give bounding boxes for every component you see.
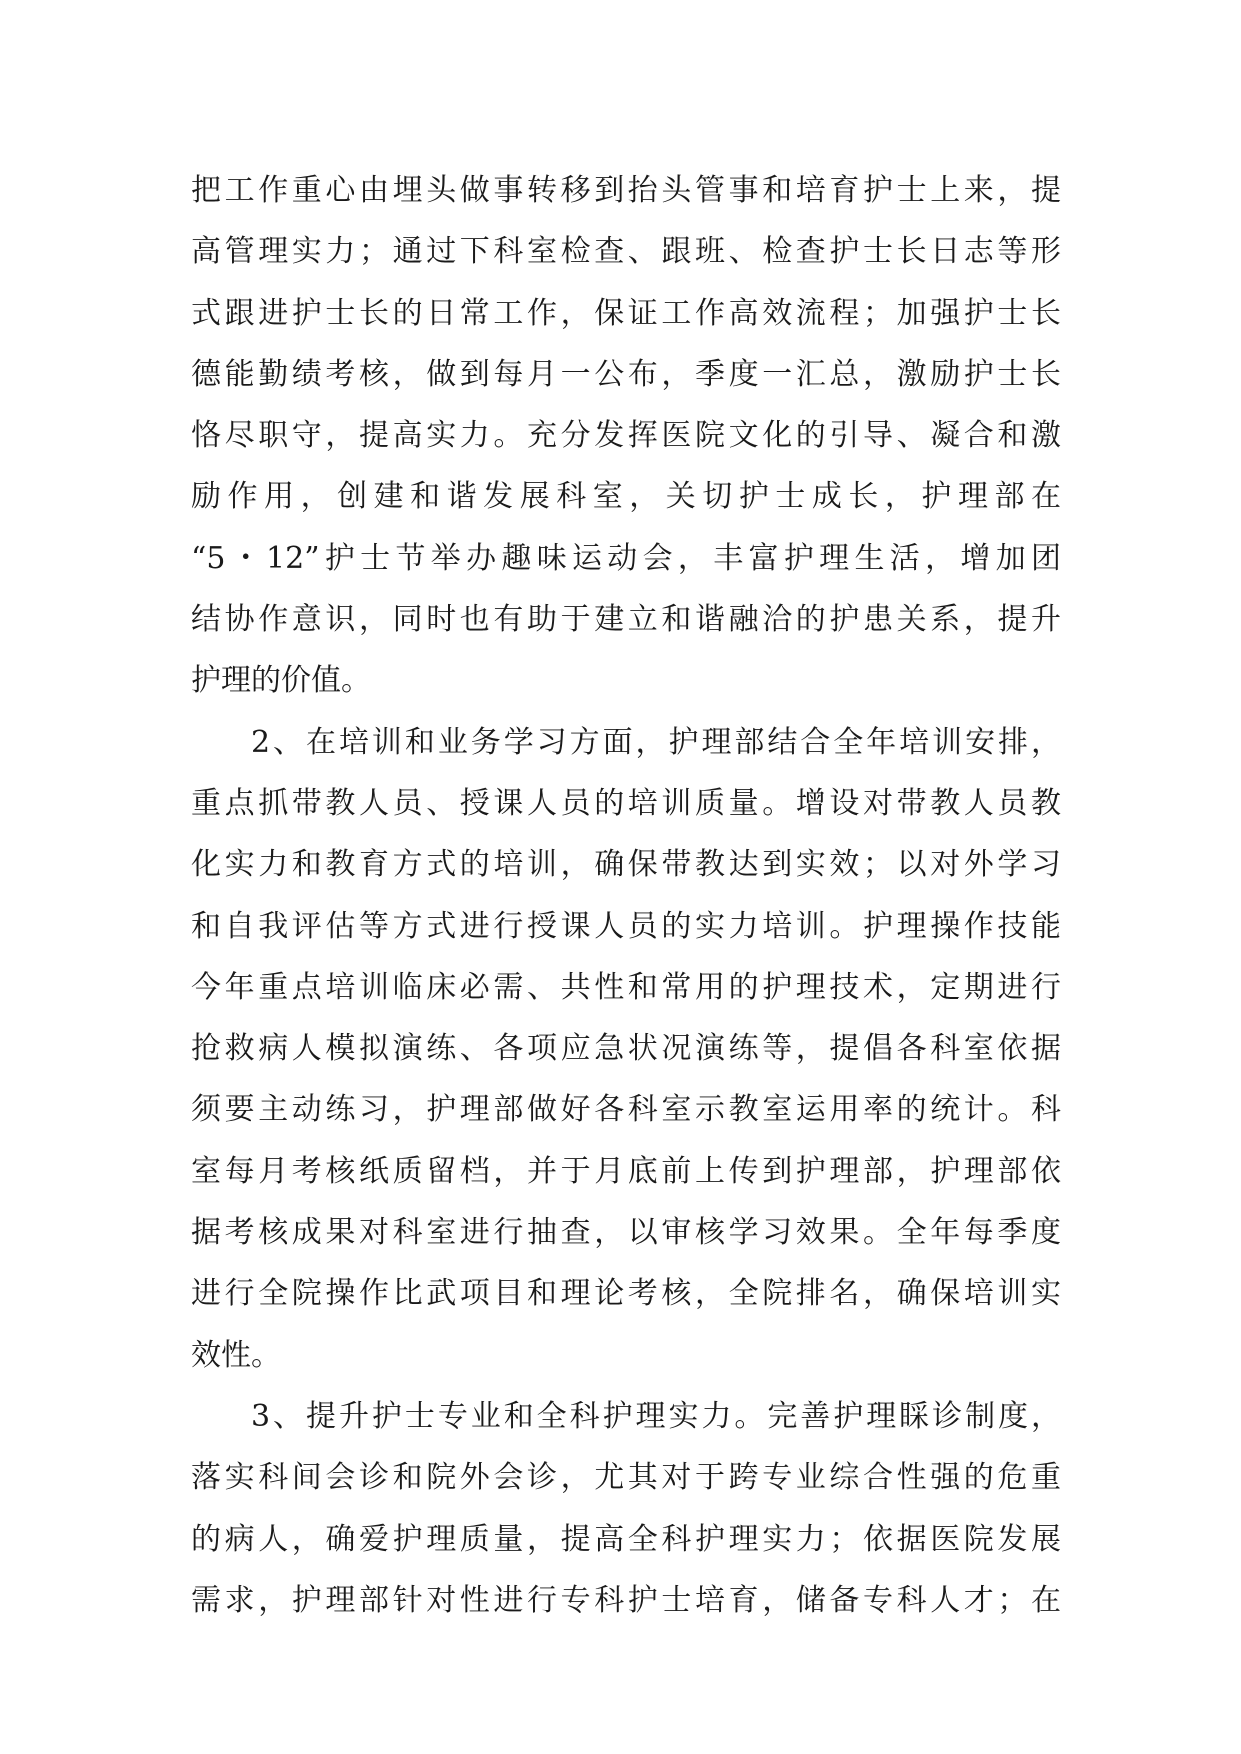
text-line: 化实力和教育方式的培训，确保带教达到实效；以对外学习 bbox=[191, 847, 1061, 883]
text-line: 今年重点培训临床必需、共性和常用的护理技术，定期进行 bbox=[191, 969, 1061, 1005]
text-line: 重点抓带教人员、授课人员的培训质量。增设对带教人员教 bbox=[191, 785, 1061, 821]
text-line: 结协作意识，同时也有助于建立和谐融洽的护患关系，提升 bbox=[191, 602, 1061, 638]
text-line: 式跟进护士长的日常工作，保证工作高效流程；加强护士长 bbox=[191, 295, 1061, 331]
text-line: 进行全院操作比武项目和理论考核，全院排名，确保培训实 bbox=[191, 1276, 1061, 1312]
text-line: 和自我评估等方式进行授课人员的实力培训。护理操作技能 bbox=[191, 908, 1061, 944]
text-line: 2、在培训和业务学习方面，护理部结合全年培训安排， bbox=[251, 724, 1061, 760]
text-line: 的病人，确爱护理质量，提高全科护理实力；依据医院发展 bbox=[191, 1521, 1061, 1557]
text-line: “5・12”护士节举办趣味运动会，丰富护理生活，增加团 bbox=[191, 540, 1061, 576]
text-line: 德能勤绩考核，做到每月一公布，季度一汇总，激励护士长 bbox=[191, 356, 1061, 392]
text-line: 护理的价值。 bbox=[191, 663, 371, 699]
text-line: 励作用，创建和谐发展科室，关切护士成长，护理部在 bbox=[191, 479, 1061, 515]
text-line: 抢救病人模拟演练、各项应急状况演练等，提倡各科室依据 bbox=[191, 1031, 1061, 1067]
text-line: 效性。 bbox=[191, 1337, 281, 1373]
text-line: 3、提升护士专业和全科护理实力。完善护理睬诊制度， bbox=[251, 1398, 1061, 1434]
text-line: 须要主动练习，护理部做好各科室示教室运用率的统计。科 bbox=[191, 1092, 1061, 1128]
text-line: 据考核成果对科室进行抽查，以审核学习效果。全年每季度 bbox=[191, 1215, 1061, 1251]
body-text bbox=[191, 160, 1061, 1631]
text-line: 把工作重心由埋头做事转移到抬头管事和培育护士上来，提 bbox=[191, 173, 1061, 208]
text-line: 恪尽职守，提高实力。充分发挥医院文化的引导、凝合和激 bbox=[191, 418, 1061, 454]
text-line: 落实科间会诊和院外会诊，尤其对于跨专业综合性强的危重 bbox=[191, 1460, 1061, 1496]
text-line: 需求，护理部针对性进行专科护士培育，储备专科人才；在 bbox=[191, 1582, 1061, 1618]
text-line: 高管理实力；通过下科室检查、跟班、检查护士长日志等形 bbox=[191, 234, 1061, 270]
text-line: 室每月考核纸质留档，并于月底前上传到护理部，护理部依 bbox=[191, 1153, 1061, 1189]
